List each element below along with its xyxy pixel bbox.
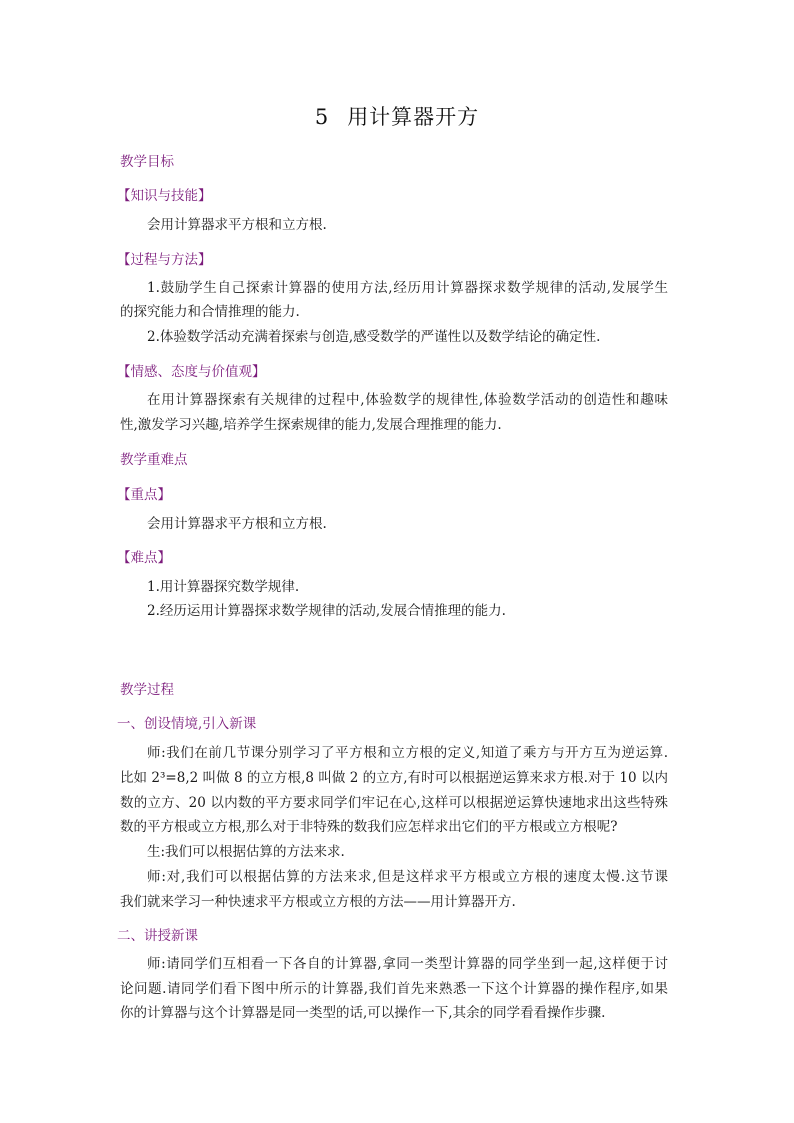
paragraph-part1-t1a: 师:我们在前几节课分别学习了平方根和立方根的定义,知道了乘方与开方互为逆运算. (147, 745, 668, 761)
paragraph-focus: 会用计算器求平方根和立方根. (147, 516, 327, 532)
paragraph-part1-t2b: 我们就来学习一种快速求平方根或立方根的方法——用计算器开方. (120, 894, 516, 910)
subheading-part1: 一、创设情境,引入新课 (117, 716, 257, 732)
paragraph-part2-t1a: 师:请同学们互相看一下各自的计算器,拿同一类型计算器的同学坐到一起,这样便于讨 (147, 956, 668, 972)
paragraph-difficulty-2: 2.经历运用计算器探求数学规律的活动,发展合情推理的能力. (147, 603, 506, 619)
paragraph-process-2: 2.体验数学活动充满着探索与创造,感受数学的严谨性以及数学结论的确定性. (147, 329, 601, 345)
section-heading-goals: 教学目标 (120, 154, 174, 170)
subheading-process: 【过程与方法】 (117, 252, 212, 268)
paragraph-process-1b: 的探究能力和合情推理的能力. (120, 304, 300, 320)
paragraph-part2-t1c: 你的计算器与这个计算器是同一类型的话,可以操作一下,其余的同学看看操作步骤. (120, 1005, 606, 1021)
subheading-focus: 【重点】 (117, 487, 171, 503)
section-heading-keypoints: 教学重难点 (120, 452, 188, 468)
subheading-knowledge: 【知识与技能】 (117, 188, 212, 204)
section-heading-process: 教学过程 (120, 682, 174, 698)
paragraph-part1-s1: 生:我们可以根据估算的方法来求. (147, 844, 345, 860)
paragraph-part1-t2a: 师:对,我们可以根据估算的方法来求,但是这样求平方根或立方根的速度太慢.这节课 (147, 869, 668, 885)
paragraph-process-1a: 1.鼓励学生自己探索计算器的使用方法,经历用计算器探求数学规律的活动,发展学生 (147, 280, 668, 296)
paragraph-emotion-a: 在用计算器探索有关规律的过程中,体验数学的规律性,体验数学活动的创造性和趣味 (147, 392, 668, 408)
lesson-title: 用计算器开方 (347, 105, 480, 129)
paragraph-part1-t1c: 数的立方、20 以内数的平方要求同学们牢记在心,这样可以根据逆运算快速地求出这些特殊 (120, 795, 668, 811)
subheading-emotion: 【情感、态度与价值观】 (117, 364, 266, 380)
paragraph-part2-t1b: 论问题.请同学们看下图中所示的计算器,我们首先来熟悉一下这个计算器的操作程序,如果 (120, 981, 668, 997)
paragraph-emotion-b: 性,激发学习兴趣,培养学生探索规律的能力,发展合理推理的能力. (120, 417, 502, 433)
subheading-difficulty: 【难点】 (117, 550, 171, 566)
paragraph-difficulty-1: 1.用计算器探究数学规律. (147, 579, 300, 595)
subheading-part2: 二、讲授新课 (117, 928, 198, 944)
paragraph-part1-t1b: 比如 2³=8,2 叫做 8 的立方根,8 叫做 2 的立方,有时可以根据逆运算来求方根.对于 10 以内 (120, 770, 668, 786)
paragraph-part1-t1d: 数的平方根或立方根,那么对于非特殊的数我们应怎样求出它们的平方根或立方根呢? (120, 819, 618, 835)
lesson-number: 5 (314, 105, 330, 129)
paragraph-knowledge: 会用计算器求平方根和立方根. (147, 217, 327, 233)
page-title (0, 101, 794, 131)
